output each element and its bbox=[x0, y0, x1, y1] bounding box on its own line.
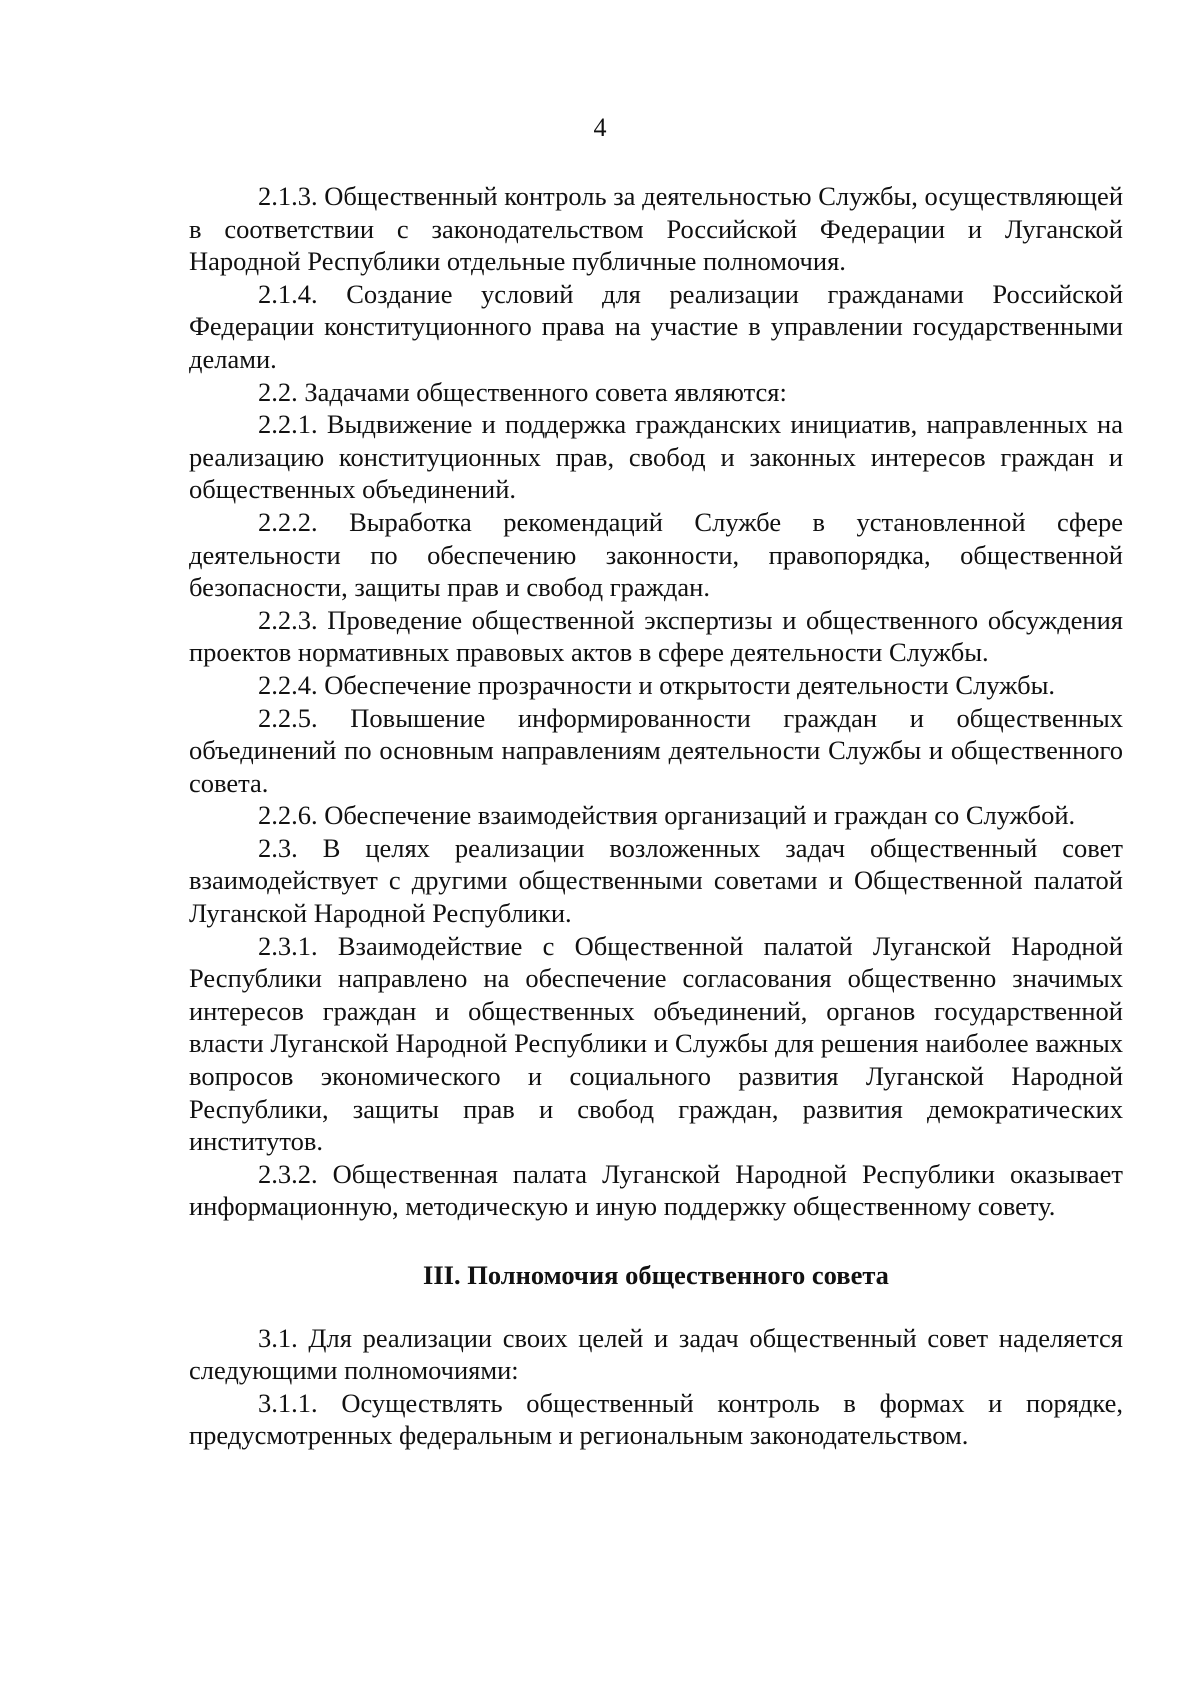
paragraph-3-1-1: 3.1.1. Осуществлять общественный контроль в формах и порядке, предусмотренных федеральным и региональным законодательством. bbox=[189, 1387, 1123, 1451]
paragraph-2-2-1: 2.2.1. Выдвижение и поддержка гражданских инициатив, направленных на реализацию конституционных прав, свобод и законных интересов граждан и общественных объединений. bbox=[189, 409, 1123, 505]
page-number: 4 bbox=[593, 113, 607, 142]
paragraph-2-2-2: 2.2.2. Выработка рекомендаций Службе в установленной сфере деятельности по обеспечению законности, правопорядка, общественной безопасности, защиты прав и свобод граждан. bbox=[189, 506, 1123, 603]
paragraph-2-2-3: 2.2.3. Проведение общественной экспертизы и общественного обсуждения проектов нормативных правовых актов в сфере деятельности Службы. bbox=[189, 604, 1123, 668]
paragraph-2-3-2: 2.3.2. Общественная палата Луганской Народной Республики оказывает информационную, методическую и иную поддержку общественному совету. bbox=[189, 1158, 1123, 1222]
paragraph-2-3: 2.3. В целях реализации возложенных задач общественный совет взаимодействует с другими общественными советами и Общественной палатой Луганской Народной Республики. bbox=[189, 832, 1123, 929]
paragraph-2-2: 2.2. Задачами общественного совета являются: bbox=[258, 376, 787, 407]
paragraph-2-3-1: 2.3.1. Взаимодействие с Общественной палатой Луганской Народной Республики направлено на обеспечение согласования общественно значимых интересов граждан и общественных объединений, органов государственной власти Луганской Народной Республики и Службы для решения наиболее важных вопросов экономического и социального развития Луганской Народной Республики, защиты прав и свобод граждан, развития демократических институтов. bbox=[189, 930, 1123, 1157]
section-heading: III. Полномочия общественного совета bbox=[423, 1260, 889, 1290]
paragraph-3-1: 3.1. Для реализации своих целей и задач общественный совет наделяется следующими полномочиями: bbox=[189, 1322, 1123, 1386]
document-body bbox=[189, 180, 1123, 1452]
paragraph-2-1-4: 2.1.4. Создание условий для реализации гражданами Российской Федерации конституционного права на участие в управлении государственными делами. bbox=[189, 278, 1123, 374]
paragraph-2-2-5: 2.2.5. Повышение информированности граждан и общественных объединений по основным направлениям деятельности Службы и общественного совета. bbox=[189, 702, 1123, 798]
paragraph-2-2-6: 2.2.6. Обеспечение взаимодействия организаций и граждан со Службой. bbox=[258, 800, 1076, 831]
paragraph-2-1-3: 2.1.3. Общественный контроль за деятельностью Службы, осуществляющей в соответствии с законодательством Российской Федерации и Луганской Народной Республики отдельные публичные полномочия. bbox=[189, 181, 1123, 277]
paragraph-2-2-4: 2.2.4. Обеспечение прозрачности и открытости деятельности Службы. bbox=[258, 669, 1056, 700]
